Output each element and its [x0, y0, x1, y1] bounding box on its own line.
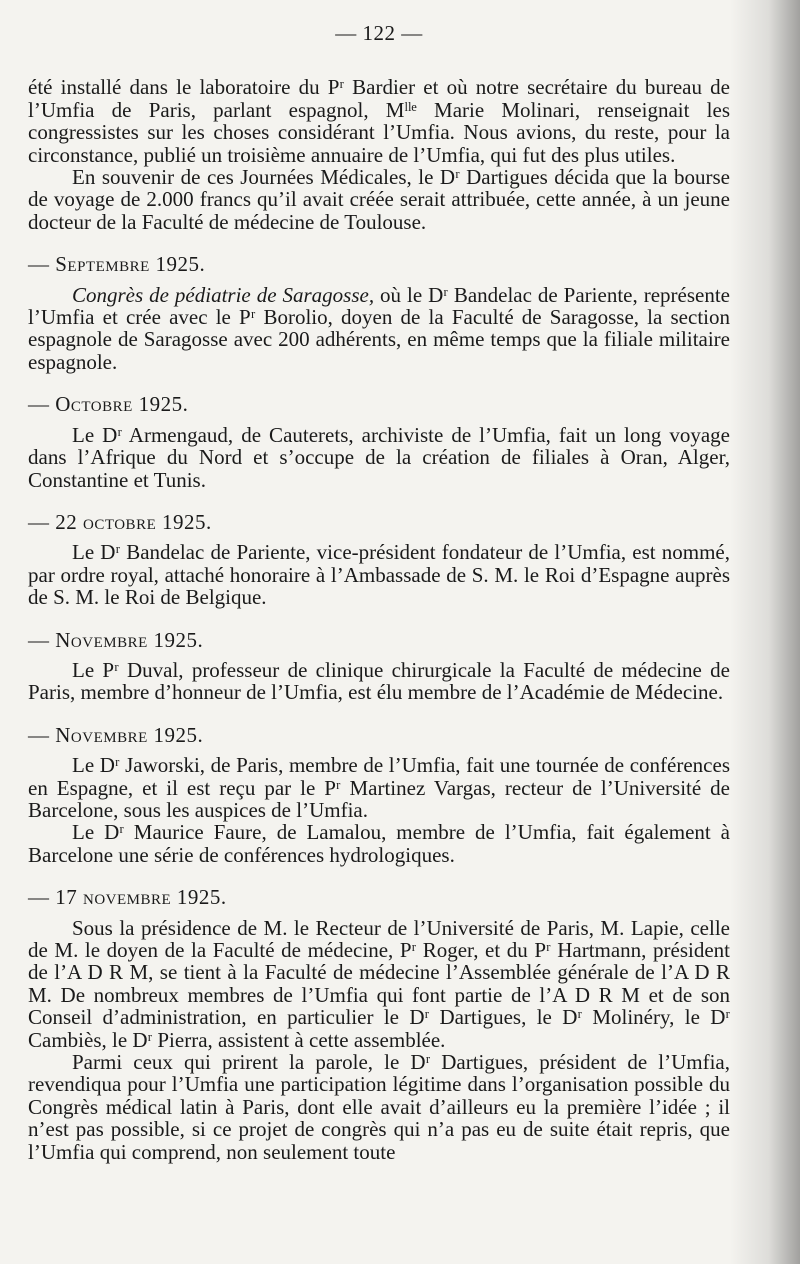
entry-date: — 22 octobre 1925. — [28, 509, 212, 534]
entry-text: Le Dʳ Armengaud, de Cauterets, archiviste de l’Umfia, fait un long voyage dans l’Afrique du Nord et s’occupe de la création de filiales à Oran, Alger, Constantine et Tunis. — [28, 422, 730, 492]
entry-lead-italic: Congrès de pédiatrie de Saragosse, — [72, 282, 375, 307]
entry-text: Le Dʳ Jaworski, de Paris, membre de l’Umfia, fait une tournée de conférences en Espagne, et il est reçu par le Pʳ Martinez Vargas, recteur de l’Université de Barcelone, sous les auspices de l’Umfia. — [28, 753, 730, 822]
entry-text: Parmi ceux qui prirent la parole, le Dʳ Dartigues, président de l’Umfia, revendiqua pour l’Umfia une participation légitime dans l’organisation possible du Congrès médical latin à Paris, dont elle avait d’ailleurs eu la première l’idée ; il n’est pas possible, si ce projet de congrès qui n’a pas eu de suite était repris, que l’Umfia qui comprend, non seulement toute — [28, 1050, 730, 1164]
chronicle-entry — [28, 253, 730, 373]
intro-paragraph: été installé dans le laboratoire du Pʳ Bardier et où notre secrétaire du bureau de l’Umfia de Paris, parlant espagnol, Mˡˡᵉ Marie Molinari, renseignait les congressistes sur les choses considérant l’Umfia. Nous avions, du reste, pour la circonstance, publié un troisième annuaire de l’Umfia, qui fut des plus utiles. — [28, 75, 730, 167]
page-number: — 122 — — [335, 21, 423, 45]
entry-text — [28, 284, 730, 374]
entry-date: — 17 novembre 1925. — [28, 885, 227, 910]
entry-text: Sous la présidence de M. le Recteur de l’Université de Paris, M. Lapie, celle de M. le doyen de la Faculté de médecine, Pʳ Roger, et du Pʳ Hartmann, président de l’A D R M, se tient à la Faculté de médecine l’Assemblée générale de l’A D R M. De nombreux membres de l’Umfia qui font partie de l’A D R M et de son Conseil d’administration, en particulier le Dʳ Dartigues, le Dʳ Molinéry, le Dʳ Cambiès, le Dʳ Pierra, assistent à cette assemblée. — [28, 915, 730, 1052]
entry-date: — Octobre 1925. — [28, 392, 189, 417]
entry-text: Le Dʳ Maurice Faure, de Lamalou, membre de l’Umfia, fait également à Barcelone une série de conférences hydrologiques. — [28, 820, 730, 867]
chronicle-entry — [28, 886, 730, 1163]
entry-text: Le Dʳ Bandelac de Pariente, vice-président fondateur de l’Umfia, est nommé, par ordre royal, attaché honoraire à l’Ambassade de S. M. le Roi d’Espagne auprès de S. M. le Roi de Belgique. — [28, 540, 730, 610]
entry-text-body: où le Dʳ Bandelac de Pariente, représente l’Umfia et crée avec le Pʳ Borolio, doyen de la Faculté de Saragosse, la section espagnole de Saragosse avec 200 adhérents, en même temps que la filiale militaire espagnole. — [28, 282, 730, 374]
entry-date: — Septembre 1925. — [28, 252, 206, 277]
intro-paragraph: En souvenir de ces Journées Médicales, le Dʳ Dartigues décida que la bourse de voyage de 2.000 francs qu’il avait créée serait attribuée, cette année, à un jeune docteur de la Faculté de médecine de Toulouse. — [28, 165, 730, 234]
chronicle-entry — [28, 629, 730, 704]
chronicle-entry — [28, 724, 730, 866]
document-page — [28, 22, 730, 1163]
entry-text: Le Pʳ Duval, professeur de clinique chirurgicale la Faculté de médecine de Paris, membre d’honneur de l’Umfia, est élu membre de l’Académie de Médecine. — [28, 657, 730, 705]
entry-date: — Novembre 1925. — [28, 722, 204, 747]
entry-date: — Novembre 1925. — [28, 627, 204, 652]
chronicle-entry — [28, 393, 730, 491]
page-gutter-shadow — [730, 0, 800, 1264]
chronicle-entry — [28, 511, 730, 609]
